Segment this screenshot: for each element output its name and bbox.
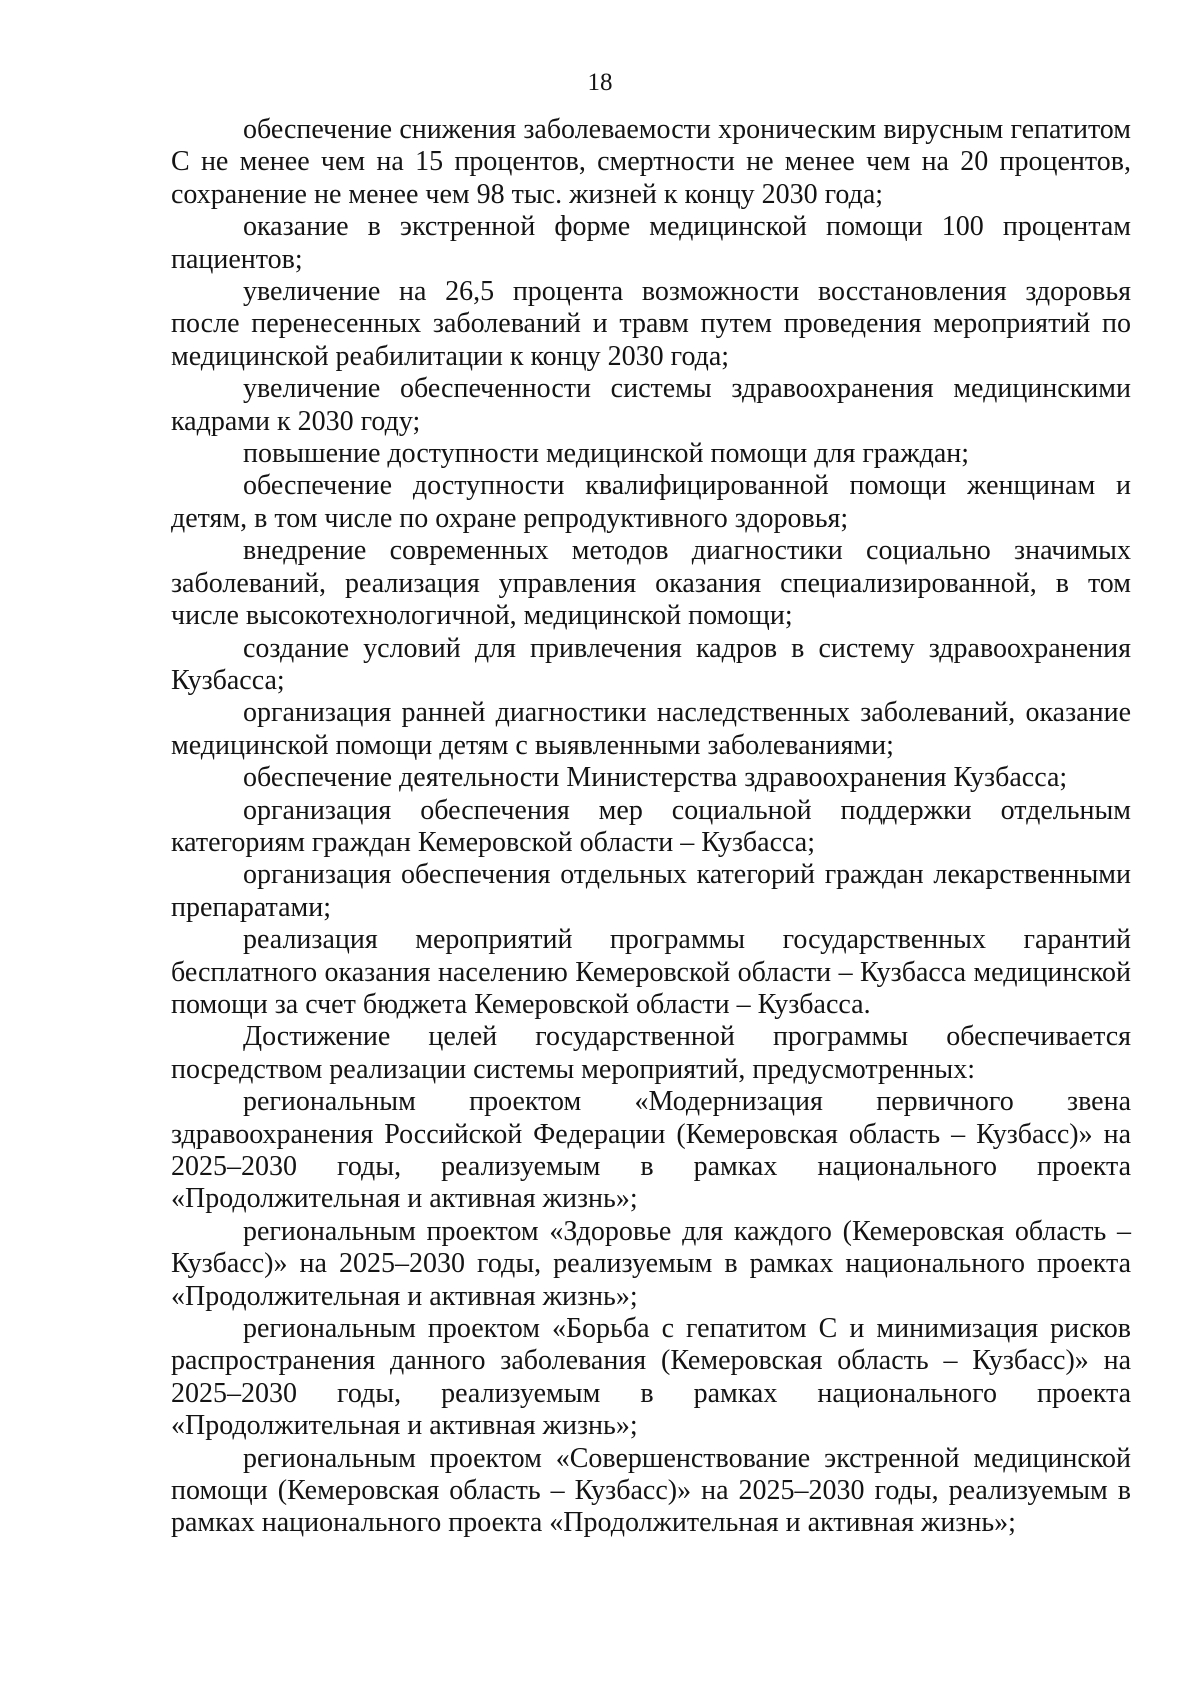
paragraph: создание условий для привлечения кадров в систему здравоохранения Кузбасса; — [171, 632, 1131, 696]
paragraph: региональным проектом «Модернизация первичного звена здравоохранения Российской Федерации (Кемеровская область – Кузбасс)» на 2025–2030 годы, реализуемым в рамках национального проекта «Продолжительная и активная жизнь»; — [171, 1086, 1131, 1215]
paragraph: обеспечение доступности квалифицированной помощи женщинам и детям, в том числе по охране репродуктивного здоровья; — [171, 470, 1131, 534]
paragraph: увеличение на 26,5 процента возможности восстановления здоровья после перенесенных заболеваний и травм путем проведения мероприятий по медицинской реабилитации к концу 2030 года; — [171, 276, 1131, 372]
paragraph: реализация мероприятий программы государственных гарантий бесплатного оказания населению Кемеровской области – Кузбасса медицинской помощи за счет бюджета Кемеровской области – Кузбасса. — [171, 924, 1131, 1020]
body-text — [171, 114, 1131, 1540]
paragraph: организация ранней диагностики наследственных заболеваний, оказание медицинской помощи детям с выявленными заболеваниями; — [171, 697, 1131, 761]
paragraph: обеспечение снижения заболеваемости хроническим вирусным гепатитом С не менее чем на 15 процентов, смертности не менее чем на 20 процентов, сохранение не менее чем 98 тыс. жизней к концу 2030 года; — [171, 114, 1131, 210]
paragraph: увеличение обеспеченности системы здравоохранения медицинскими кадрами к 2030 году; — [171, 373, 1131, 437]
paragraph: региональным проектом «Совершенствование экстренной медицинской помощи (Кемеровская область – Кузбасс)» на 2025–2030 годы, реализуемым в рамках национального проекта «Продолжительная и активная жизнь»; — [171, 1442, 1131, 1539]
paragraph: обеспечение деятельности Министерства здравоохранения Кузбасса; — [243, 762, 1068, 794]
paragraph: организация обеспечения отдельных категорий граждан лекарственными препаратами; — [171, 859, 1131, 923]
paragraph: Достижение целей государственной программы обеспечивается посредством реализации системы мероприятий, предусмотренных: — [171, 1021, 1131, 1085]
paragraph: организация обеспечения мер социальной поддержки отдельным категориям граждан Кемеровской области – Кузбасса; — [171, 794, 1131, 858]
paragraph: региональным проектом «Борьба с гепатитом С и минимизация рисков распространения данного заболевания (Кемеровская область – Кузбасс)» на 2025–2030 годы, реализуемым в рамках национального проекта «Продолжительная и активная жизнь»; — [171, 1313, 1131, 1442]
paragraph: внедрение современных методов диагностики социально значимых заболеваний, реализация управления оказания специализированной, в том числе высокотехнологичной, медицинской помощи; — [171, 535, 1131, 632]
paragraph: повышение доступности медицинской помощи для граждан; — [243, 438, 970, 470]
page-number: 18 — [587, 69, 613, 96]
paragraph: региональным проектом «Здоровье для каждого (Кемеровская область – Кузбасс)» на 2025–2030 годы, реализуемым в рамках национального проекта «Продолжительная и активная жизнь»; — [171, 1215, 1131, 1312]
paragraph: оказание в экстренной форме медицинской помощи 100 процентам пациентов; — [171, 211, 1131, 275]
